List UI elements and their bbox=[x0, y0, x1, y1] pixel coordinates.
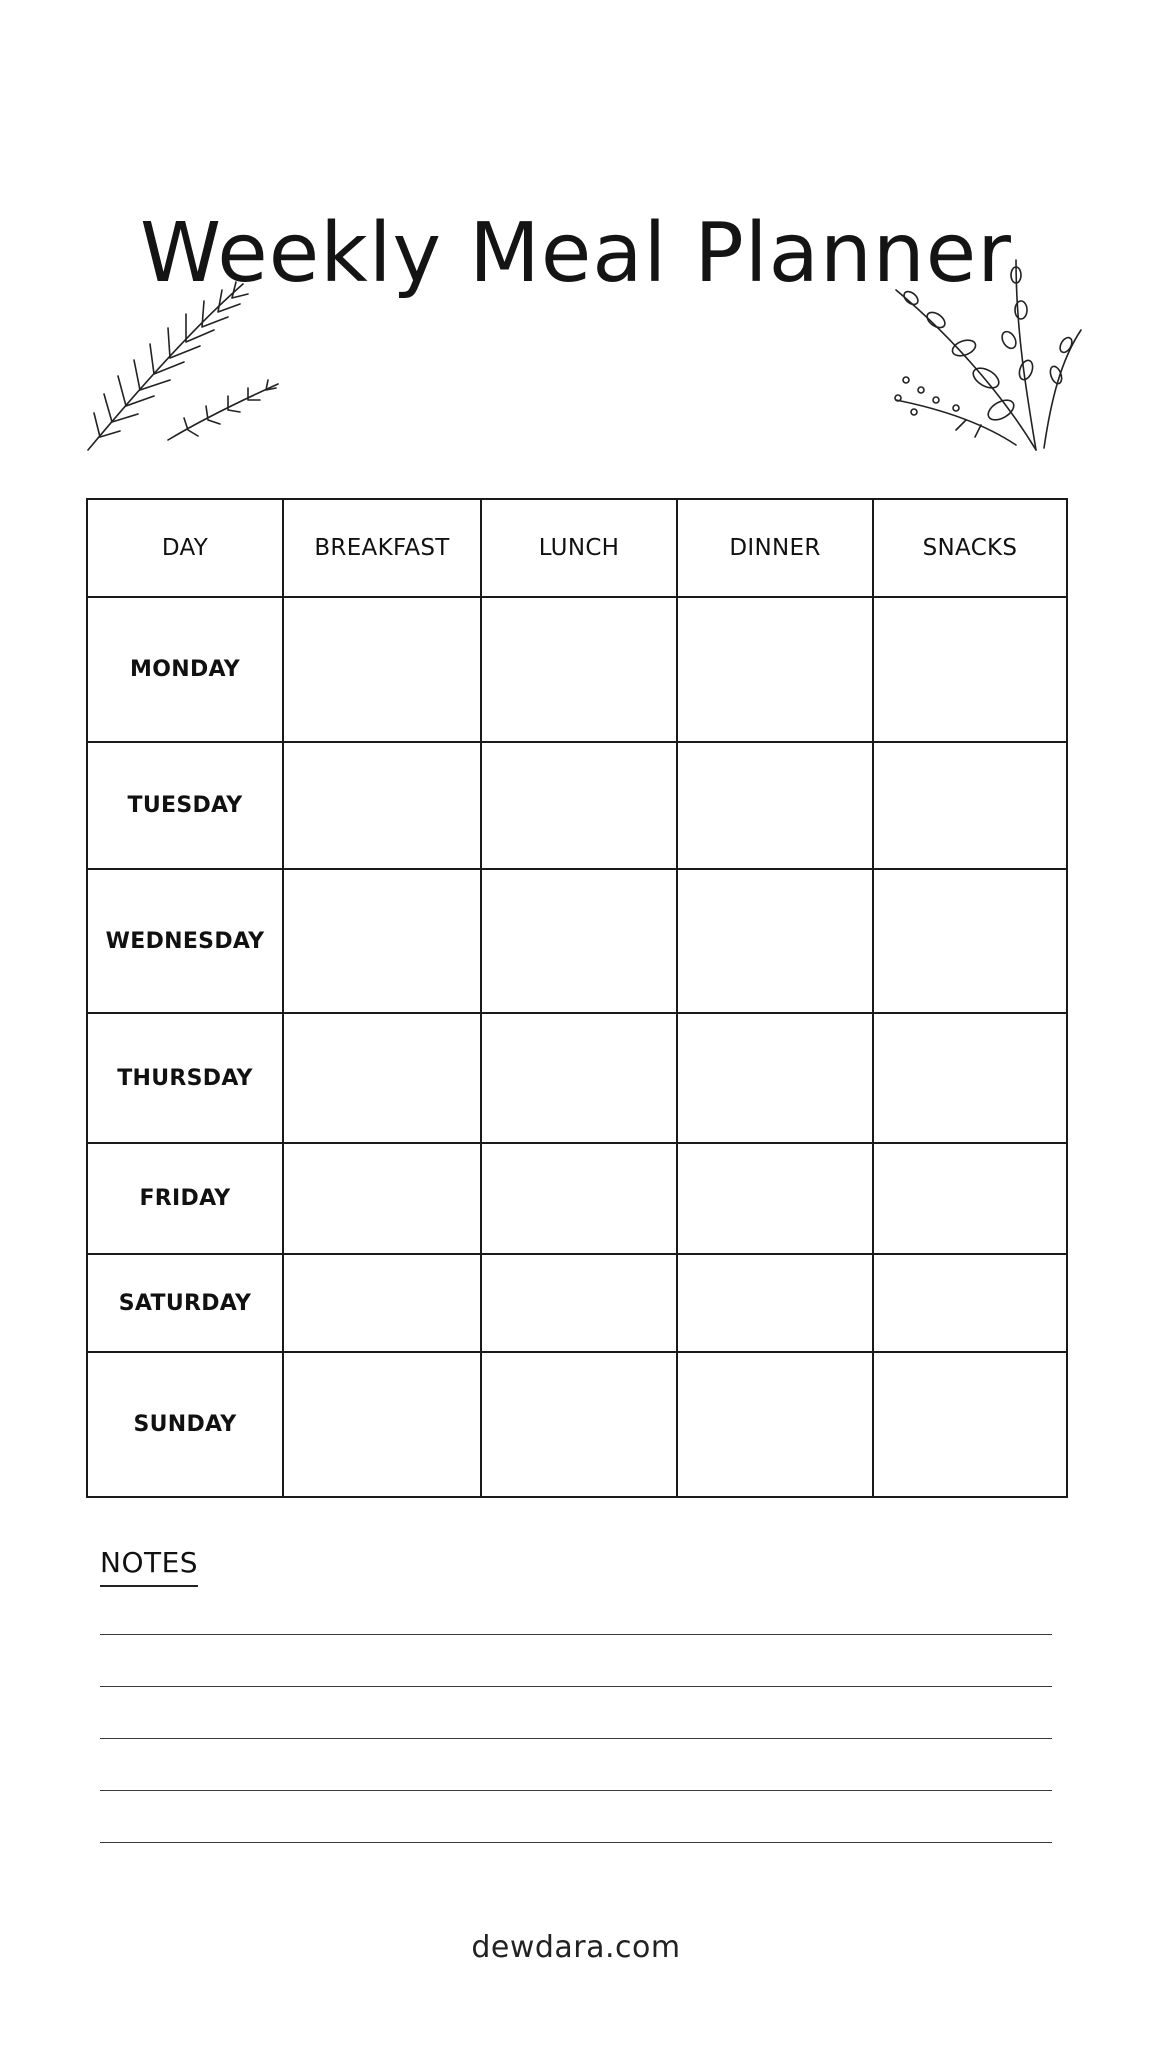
breakfast-cell[interactable] bbox=[283, 869, 481, 1013]
day-label-friday: FRIDAY bbox=[87, 1143, 283, 1254]
note-line[interactable] bbox=[100, 1634, 1052, 1635]
snacks-cell[interactable] bbox=[873, 869, 1067, 1013]
dinner-cell[interactable] bbox=[677, 869, 873, 1013]
dinner-cell[interactable] bbox=[677, 1143, 873, 1254]
day-label-thursday: THURSDAY bbox=[87, 1013, 283, 1143]
day-label-monday: MONDAY bbox=[87, 597, 283, 742]
footer-website: dewdara.com bbox=[471, 1930, 681, 1965]
lunch-cell[interactable] bbox=[481, 597, 677, 742]
day-label-wednesday: WEDNESDAY bbox=[87, 869, 283, 1013]
header-snacks: SNACKS bbox=[873, 499, 1067, 597]
snacks-cell[interactable] bbox=[873, 1352, 1067, 1497]
snacks-cell[interactable] bbox=[873, 1143, 1067, 1254]
header-day: DAY bbox=[87, 499, 283, 597]
breakfast-cell[interactable] bbox=[283, 1143, 481, 1254]
table-row bbox=[87, 742, 1067, 869]
header-dinner: DINNER bbox=[677, 499, 873, 597]
table-row bbox=[87, 1143, 1067, 1254]
table-row bbox=[87, 1254, 1067, 1352]
breakfast-cell[interactable] bbox=[283, 597, 481, 742]
lunch-cell[interactable] bbox=[481, 869, 677, 1013]
rosemary-sprig-icon bbox=[78, 272, 283, 458]
note-line[interactable] bbox=[100, 1738, 1052, 1739]
note-line[interactable] bbox=[100, 1842, 1052, 1843]
day-label-sunday: SUNDAY bbox=[87, 1352, 283, 1497]
snacks-cell[interactable] bbox=[873, 597, 1067, 742]
page-title: Weekly Meal Planner bbox=[140, 205, 1012, 301]
table-row bbox=[87, 1352, 1067, 1497]
header-breakfast: BREAKFAST bbox=[283, 499, 481, 597]
breakfast-cell[interactable] bbox=[283, 742, 481, 869]
table-row bbox=[87, 1013, 1067, 1143]
snacks-cell[interactable] bbox=[873, 742, 1067, 869]
dinner-cell[interactable] bbox=[677, 1013, 873, 1143]
breakfast-cell[interactable] bbox=[283, 1254, 481, 1352]
table-row bbox=[87, 869, 1067, 1013]
dinner-cell[interactable] bbox=[677, 1352, 873, 1497]
table-header-row bbox=[87, 499, 1067, 597]
meal-planner-table bbox=[86, 498, 1068, 1498]
dinner-cell[interactable] bbox=[677, 1254, 873, 1352]
snacks-cell[interactable] bbox=[873, 1254, 1067, 1352]
note-line[interactable] bbox=[100, 1790, 1052, 1791]
snacks-cell[interactable] bbox=[873, 1013, 1067, 1143]
lunch-cell[interactable] bbox=[481, 1013, 677, 1143]
breakfast-cell[interactable] bbox=[283, 1352, 481, 1497]
table-row bbox=[87, 597, 1067, 742]
note-line[interactable] bbox=[100, 1686, 1052, 1687]
dinner-cell[interactable] bbox=[677, 742, 873, 869]
day-label-saturday: SATURDAY bbox=[87, 1254, 283, 1352]
notes-heading: NOTES bbox=[100, 1546, 198, 1587]
lunch-cell[interactable] bbox=[481, 1143, 677, 1254]
breakfast-cell[interactable] bbox=[283, 1013, 481, 1143]
lunch-cell[interactable] bbox=[481, 742, 677, 869]
lunch-cell[interactable] bbox=[481, 1352, 677, 1497]
dinner-cell[interactable] bbox=[677, 597, 873, 742]
lunch-cell[interactable] bbox=[481, 1254, 677, 1352]
herb-sprigs-icon bbox=[876, 250, 1086, 455]
header-lunch: LUNCH bbox=[481, 499, 677, 597]
day-label-tuesday: TUESDAY bbox=[87, 742, 283, 869]
